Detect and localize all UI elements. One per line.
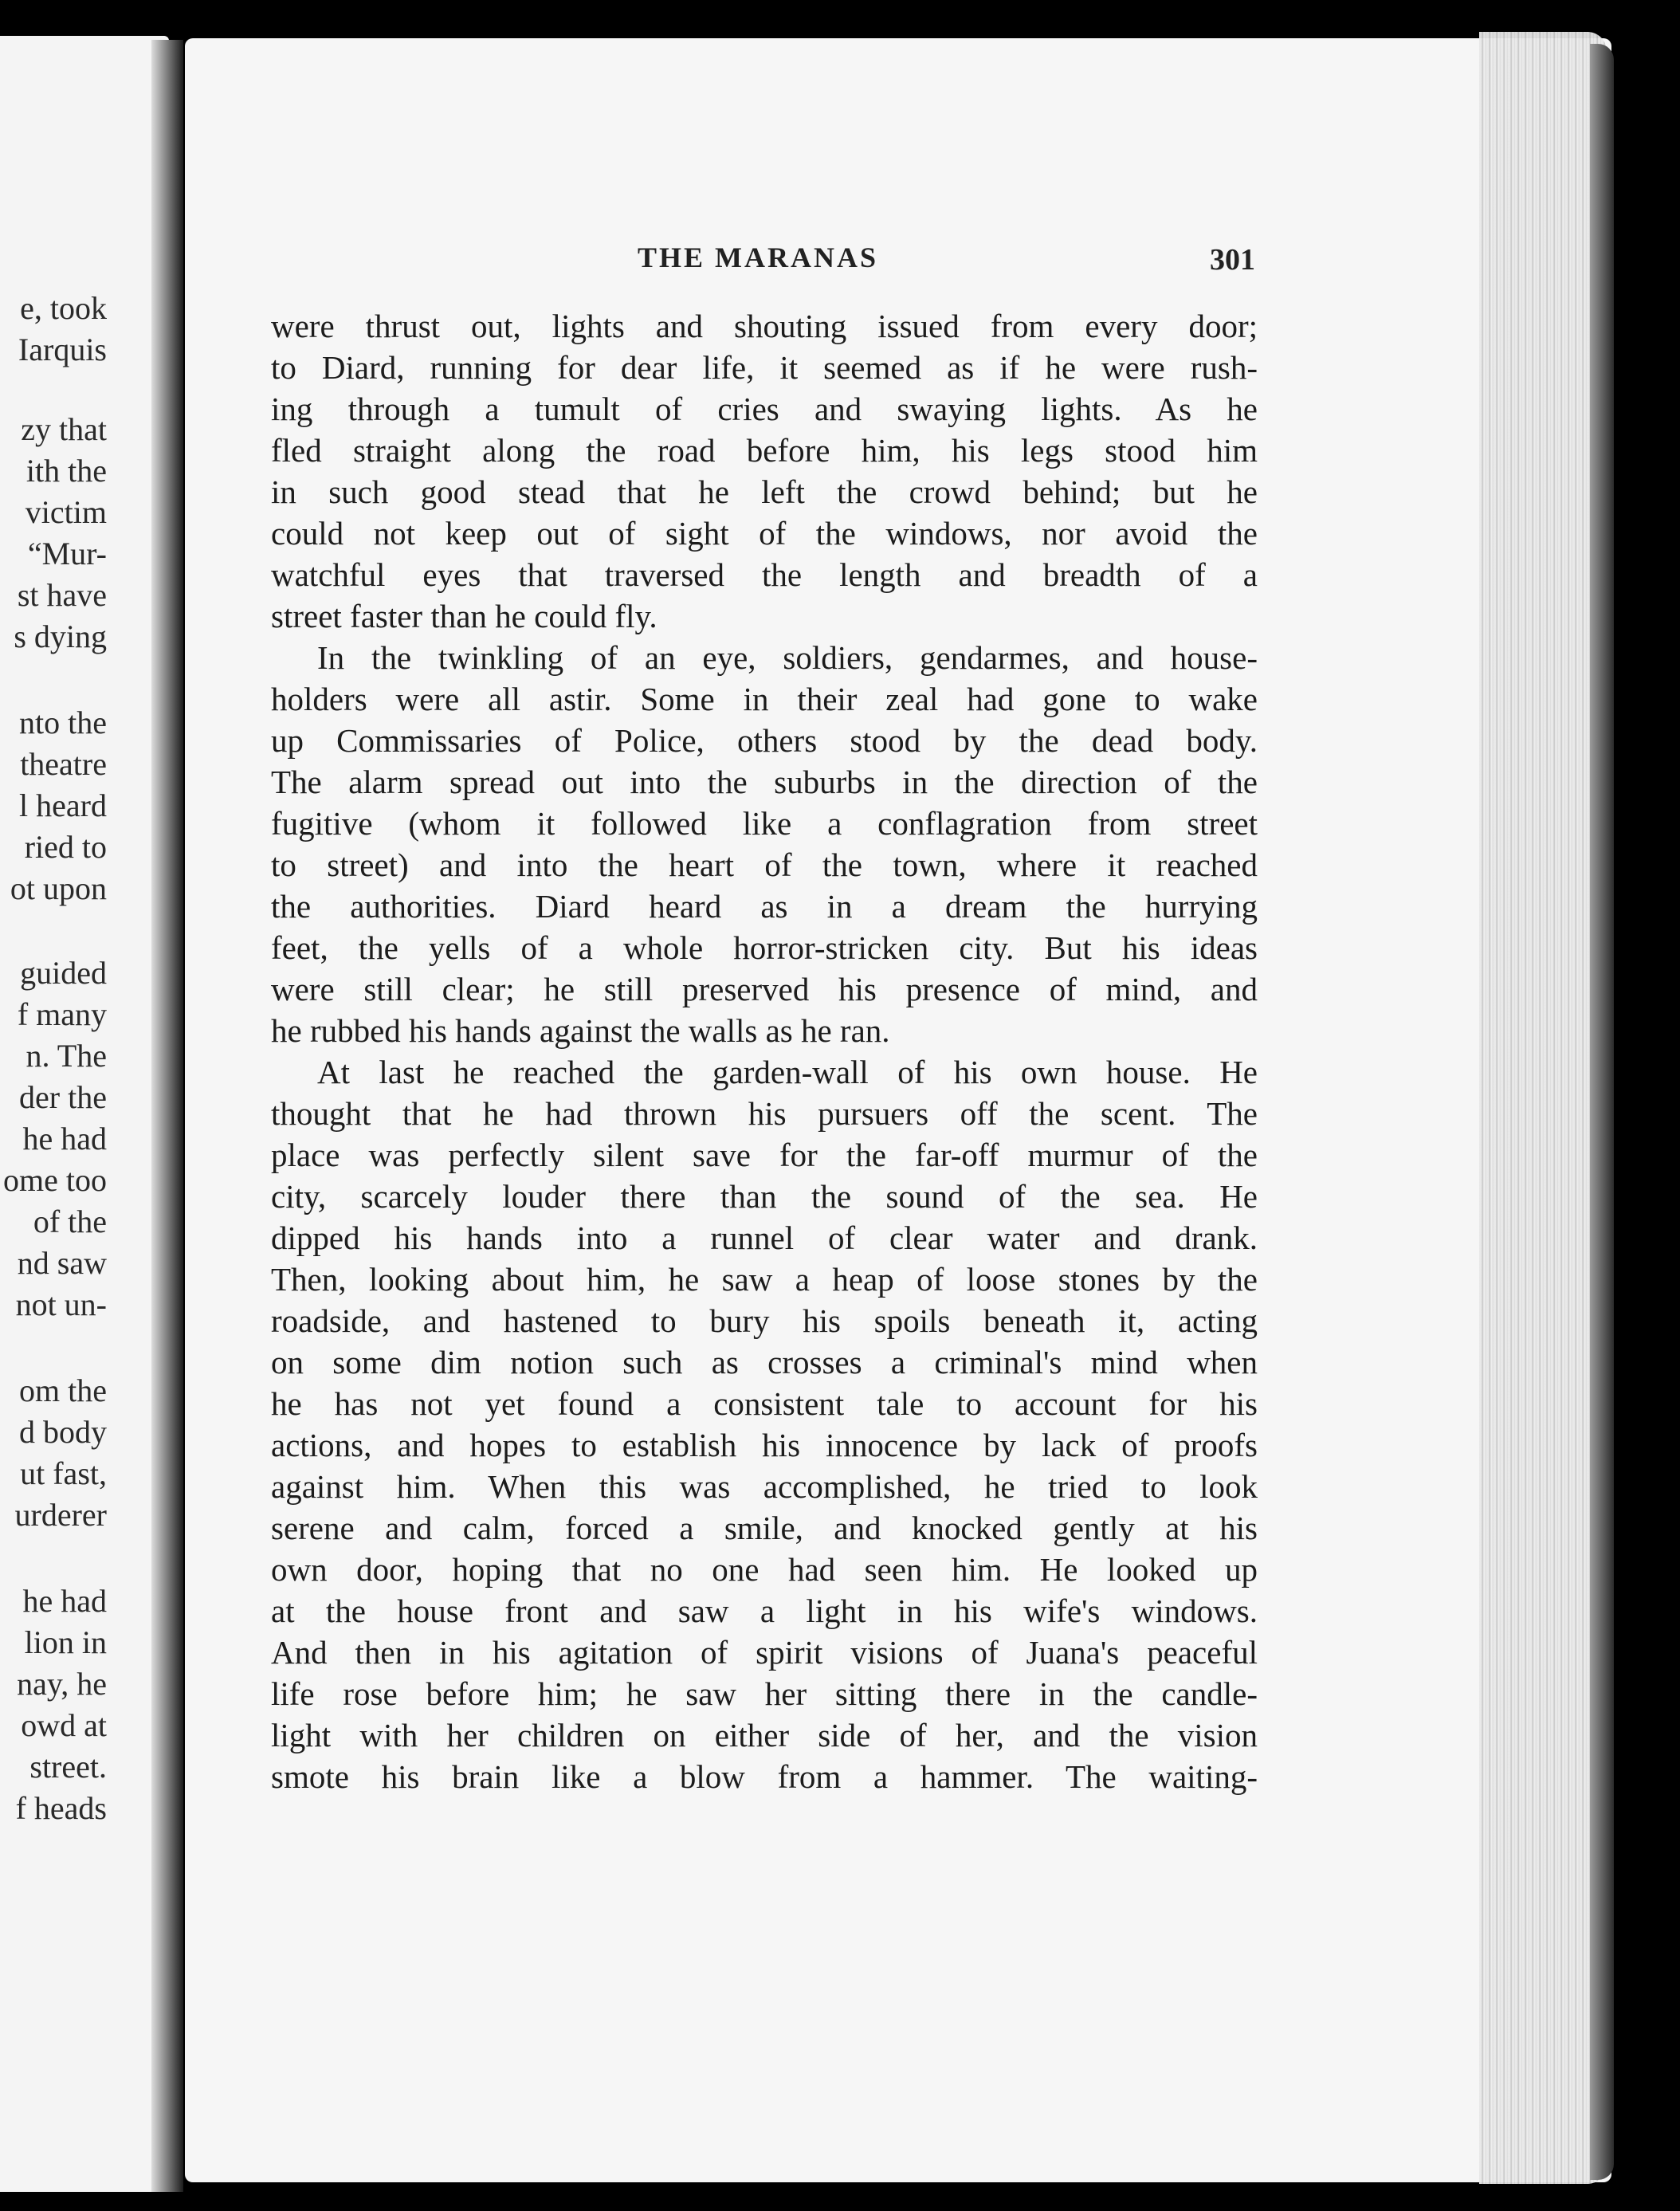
- text-line: place was perfectly silent save for the far-off murmur of the: [271, 1137, 1258, 1173]
- left-page-line: s dying: [14, 619, 107, 654]
- book-gutter: [151, 40, 183, 2192]
- text-line: street faster than he could fly.: [271, 598, 657, 634]
- left-page-line: d body: [19, 1414, 107, 1450]
- left-page-line: l heard: [19, 787, 107, 823]
- text-line: In the twinkling of an eye, soldiers, gendarmes, and house-: [317, 639, 1258, 676]
- text-line: thought that he had thrown his pursuers off the scent. The: [271, 1095, 1258, 1132]
- left-page-line: victim: [25, 494, 107, 530]
- left-page-line: owd at: [21, 1707, 107, 1743]
- left-page-line: he had: [22, 1583, 107, 1619]
- left-page-line: e, took: [20, 290, 107, 326]
- text-line: Then, looking about him, he saw a heap of loose stones by the: [271, 1261, 1258, 1298]
- text-line: holders were all astir. Some in their zeal had gone to wake: [271, 681, 1258, 717]
- left-page-line: zy that: [21, 411, 107, 447]
- left-facing-page: [0, 36, 169, 2192]
- text-line: the authorities. Diard heard as in a dream the hurrying: [271, 888, 1258, 925]
- text-line: were still clear; he still preserved his presence of mind, and: [271, 971, 1258, 1007]
- left-page-line: urderer: [14, 1497, 107, 1533]
- text-line: dipped his hands into a runnel of clear water and drank.: [271, 1219, 1258, 1256]
- left-page-line: der the: [19, 1079, 107, 1115]
- text-line: roadside, and hastened to bury his spoils beneath it, acting: [271, 1302, 1258, 1339]
- text-line: ing through a tumult of cries and swaying lights. As he: [271, 391, 1258, 427]
- left-page-line: he had: [22, 1121, 107, 1157]
- left-page-line: guided: [20, 955, 107, 991]
- page-edges: [1479, 32, 1607, 2184]
- left-page-line: “Mur-: [27, 536, 107, 571]
- text-line: fled straight along the road before him, his legs stood him: [271, 432, 1258, 469]
- text-line: against him. When this was accomplished, he tried to look: [271, 1468, 1258, 1505]
- text-line: up Commissaries of Police, others stood by the dead body.: [271, 722, 1258, 759]
- left-page-line: nto the: [19, 705, 107, 740]
- text-line: on some dim notion such as crosses a criminal's mind when: [271, 1344, 1258, 1380]
- text-line: watchful eyes that traversed the length and breadth of a: [271, 556, 1258, 593]
- left-page-line: of the: [33, 1204, 107, 1239]
- text-line: he has not yet found a consistent tale to account for his: [271, 1385, 1258, 1422]
- text-line: And then in his agitation of spirit visions of Juana's peaceful: [271, 1634, 1258, 1671]
- text-line: The alarm spread out into the suburbs in the direction of the: [271, 764, 1258, 800]
- text-line: own door, hoping that no one had seen him. He looked up: [271, 1551, 1258, 1588]
- text-line: in such good stead that he left the crowd behind; but he: [271, 473, 1258, 510]
- text-line: At last he reached the garden-wall of his own house. He: [317, 1054, 1258, 1090]
- text-line: light with her children on either side of her, and the vision: [271, 1717, 1258, 1753]
- text-line: were thrust out, lights and shouting issued from every door;: [271, 308, 1258, 344]
- text-line: could not keep out of sight of the windows, nor avoid the: [271, 515, 1258, 552]
- left-page-line: ith the: [26, 453, 107, 489]
- left-page-line: ome too: [3, 1162, 107, 1198]
- text-line: smote his brain like a blow from a hammer. The waiting-: [271, 1758, 1258, 1795]
- text-line: city, scarcely louder there than the sound of the sea. He: [271, 1178, 1258, 1215]
- text-line: serene and calm, forced a smile, and knocked gently at his: [271, 1510, 1258, 1546]
- left-page-line: lion in: [24, 1624, 107, 1660]
- left-page-line: st have: [17, 577, 107, 613]
- left-page-line: ut fast,: [20, 1455, 107, 1491]
- left-page-line: om the: [19, 1373, 107, 1408]
- text-line: to Diard, running for dear life, it seemed as if he were rush-: [271, 349, 1258, 386]
- text-line: he rubbed his hands against the walls as he ran.: [271, 1012, 890, 1049]
- left-page-line: street.: [29, 1749, 107, 1785]
- page-number: 301: [1210, 243, 1255, 277]
- text-line: feet, the yells of a whole horror-stricken city. But his ideas: [271, 929, 1258, 966]
- text-line: actions, and hopes to establish his innocence by lack of proofs: [271, 1427, 1258, 1463]
- left-page-line: f heads: [15, 1790, 107, 1826]
- left-page-line: nay, he: [17, 1666, 107, 1702]
- running-head: THE MARANAS: [638, 242, 879, 273]
- left-page-line: n. The: [26, 1038, 107, 1074]
- page-edges-shadow: [1590, 44, 1614, 2180]
- text-line: at the house front and saw a light in his wife's windows.: [271, 1592, 1258, 1629]
- left-page-line: ried to: [24, 829, 107, 865]
- left-page-line: ot upon: [10, 870, 107, 906]
- text-line: fugitive (whom it followed like a conflagration from street: [271, 805, 1258, 842]
- left-page-line: Iarquis: [18, 332, 107, 367]
- text-line: to street) and into the heart of the town, where it reached: [271, 846, 1258, 883]
- left-page-line: f many: [17, 996, 107, 1032]
- left-page-line: nd saw: [17, 1245, 107, 1281]
- left-page-line: theatre: [20, 746, 107, 782]
- left-page-line: not un-: [15, 1286, 107, 1322]
- text-line: life rose before him; he saw her sitting there in the candle-: [271, 1675, 1258, 1712]
